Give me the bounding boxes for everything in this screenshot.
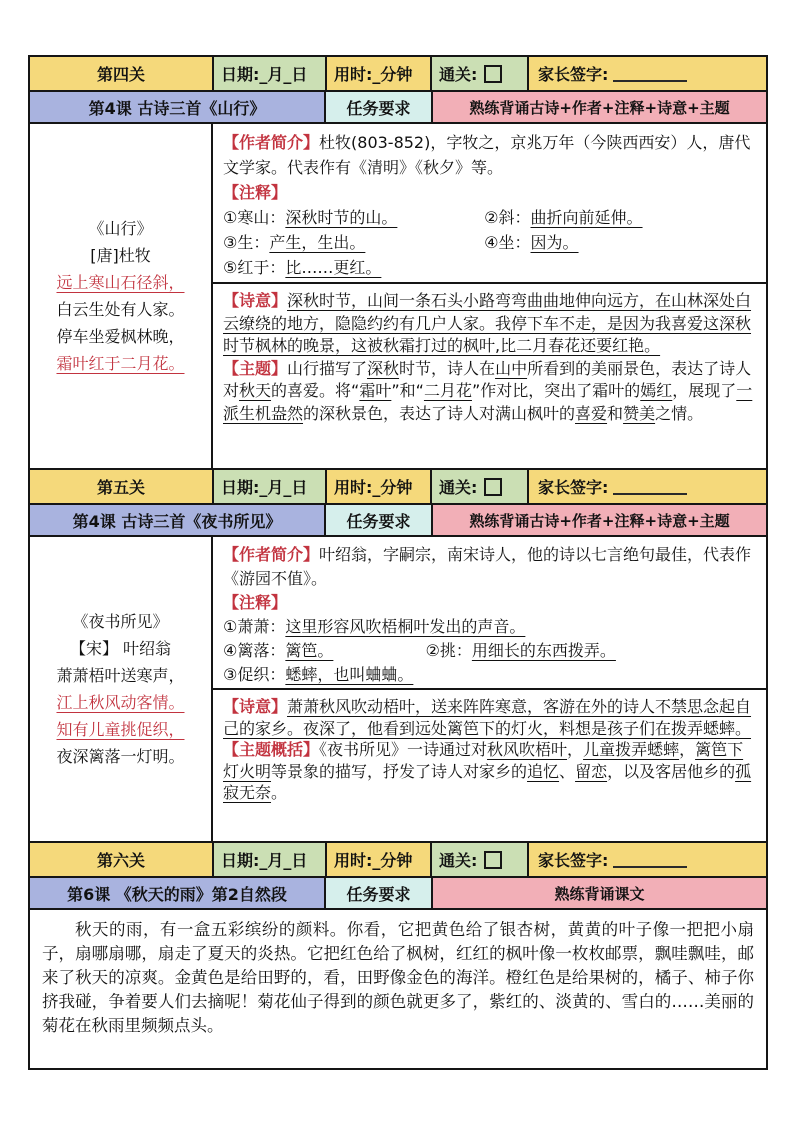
worksheet-table bbox=[28, 55, 768, 1070]
level-header-row-4 bbox=[30, 57, 766, 92]
level-header-row-6 bbox=[30, 843, 766, 878]
text-segment: 深秋 bbox=[367, 358, 400, 378]
task-requirement: 熟练背诵古诗+作者+注释+诗意+主题 bbox=[469, 98, 730, 117]
poem-yeshusuojian bbox=[30, 537, 213, 841]
pass-label: 通关: bbox=[439, 478, 478, 497]
poem-info-column bbox=[213, 124, 766, 468]
level-title-cell bbox=[30, 57, 214, 90]
note-term: ③促织： bbox=[223, 665, 286, 684]
pass-cell bbox=[432, 843, 529, 876]
signature-cell bbox=[529, 57, 766, 90]
task-label-cell bbox=[326, 92, 433, 122]
note-term: ④篱落： bbox=[223, 641, 286, 660]
level-title: 第四关 bbox=[96, 65, 145, 84]
text-segment: 秋风吹梧叶 bbox=[487, 740, 568, 759]
date-label: 日期:_月_日 bbox=[221, 65, 308, 84]
note-entry bbox=[223, 639, 426, 663]
author-notes-box bbox=[213, 537, 766, 690]
note-definition: 这里形容风吹梧桐叶发出的声音。 bbox=[285, 617, 526, 636]
text-segment: ”作对比，突出了霜叶的 bbox=[471, 381, 641, 400]
poem-line: 【宋】 叶绍翁 bbox=[69, 639, 172, 658]
note-definition: 因为。 bbox=[530, 233, 579, 252]
task-label-cell bbox=[326, 878, 433, 908]
text-segment: 、 bbox=[559, 761, 576, 781]
note-term: ②挑： bbox=[425, 641, 472, 660]
note-definition: 产生，生出。 bbox=[269, 233, 366, 252]
poem-line: 《山行》 bbox=[88, 219, 153, 238]
text-segment: 。 bbox=[271, 783, 288, 802]
signature-blank[interactable] bbox=[613, 478, 687, 495]
text-segment: 儿童拨弄蟋蟀 bbox=[583, 740, 680, 759]
text-segment: 【主题概括】 bbox=[223, 740, 320, 759]
poem-line: 江上秋风动客情。 bbox=[56, 693, 185, 712]
text-segment: 留恋 bbox=[575, 761, 608, 781]
passage-row bbox=[30, 910, 766, 1068]
notes-list bbox=[223, 205, 756, 280]
signature-cell bbox=[529, 470, 766, 503]
poem-line: 《夜书所见》 bbox=[72, 612, 169, 631]
author-intro bbox=[223, 543, 756, 591]
date-cell bbox=[214, 843, 327, 876]
level-title: 第六关 bbox=[96, 851, 145, 870]
text-segment: 【注释】 bbox=[223, 593, 288, 612]
text-segment: 【注释】 bbox=[223, 183, 288, 202]
pass-cell bbox=[432, 470, 529, 503]
task-label-cell bbox=[326, 505, 433, 535]
time-cell bbox=[327, 470, 432, 503]
text-segment: 【主题】 bbox=[223, 358, 288, 378]
text-segment: 时节，诗人在 bbox=[399, 358, 496, 378]
time-cell bbox=[327, 57, 432, 90]
text-segment: 叶绍翁，字嗣宗，南宋诗人，他的诗以七言绝句最佳，代表作《游园不值》。 bbox=[223, 545, 752, 588]
note-row bbox=[223, 663, 756, 687]
notes-list bbox=[223, 615, 756, 687]
note-term: ⑤红于： bbox=[223, 258, 286, 277]
pass-checkbox[interactable] bbox=[484, 851, 502, 869]
course-header-row-5 bbox=[30, 505, 766, 537]
pass-checkbox[interactable] bbox=[484, 478, 502, 496]
text-segment: 秋天 bbox=[239, 381, 272, 400]
note-row bbox=[223, 255, 756, 280]
note-entry bbox=[223, 663, 413, 687]
text-segment: 山行描写了 bbox=[287, 358, 368, 378]
text-segment: 深秋时节，山间一条石头小路弯弯曲曲地伸向远方，在山林深处白云缭绕的地方，隐隐约约有几户人家。我停下车不走，是因为我喜爱这深秋时节枫林的晚景，这被秋霜打过的枫叶,比二月春花还要红艳。 bbox=[223, 291, 752, 355]
date-cell bbox=[214, 57, 327, 90]
text-segment: 赞美 bbox=[623, 403, 656, 423]
task-requirement-cell bbox=[433, 505, 766, 535]
poem-line: [唐]杜牧 bbox=[90, 246, 151, 265]
note-term: ④坐： bbox=[484, 233, 531, 252]
course-header-row-6 bbox=[30, 878, 766, 910]
note-definition: 用细长的东西拨弄。 bbox=[471, 641, 616, 660]
text-segment: 之情。 bbox=[655, 403, 704, 423]
text-segment: 喜爱 bbox=[575, 403, 608, 423]
poem-meaning bbox=[223, 290, 756, 358]
poem-line: 夜深篱落一灯明。 bbox=[56, 747, 185, 766]
course-title: 第4课 古诗三首《山行》 bbox=[88, 98, 266, 118]
text-segment: 等景象的描写，抒发了诗人对家乡的 bbox=[271, 761, 528, 781]
level-title-cell bbox=[30, 843, 214, 876]
text-segment: 嫣红 bbox=[640, 381, 673, 400]
text-segment: 二月花 bbox=[423, 381, 472, 400]
task-requirement-cell bbox=[433, 878, 766, 908]
text-segment: 【诗意】 bbox=[223, 697, 288, 716]
course-header-row-4 bbox=[30, 92, 766, 124]
date-cell bbox=[214, 470, 327, 503]
text-segment: ”和“ bbox=[391, 381, 424, 400]
note-row bbox=[223, 230, 756, 255]
note-definition: 蟋蟀，也叫蛐蛐。 bbox=[285, 665, 414, 684]
task-requirement: 熟练背诵古诗+作者+注释+诗意+主题 bbox=[469, 511, 730, 530]
task-label: 任务要求 bbox=[346, 511, 411, 531]
note-entry bbox=[223, 255, 381, 280]
level-title: 第五关 bbox=[96, 478, 145, 497]
pass-cell bbox=[432, 57, 529, 90]
poem-theme bbox=[223, 358, 756, 426]
note-term: ①寒山： bbox=[223, 208, 286, 227]
notes-heading bbox=[223, 591, 756, 615]
course-title: 第6课 《秋天的雨》第2自然段 bbox=[67, 884, 287, 904]
text-segment: 追忆 bbox=[527, 761, 560, 781]
pass-label: 通关: bbox=[439, 851, 478, 870]
text-segment: ，展现了 bbox=[672, 381, 737, 400]
note-definition: 篱笆。 bbox=[285, 641, 334, 660]
poem-shanxing bbox=[30, 124, 213, 468]
content-row-shanxing bbox=[30, 124, 766, 470]
note-definition: 曲折向前延伸。 bbox=[530, 208, 643, 227]
poem-line: 知有儿童挑促织， bbox=[56, 720, 185, 739]
date-label: 日期:_月_日 bbox=[221, 478, 308, 497]
note-entry bbox=[223, 205, 484, 230]
time-cell bbox=[327, 843, 432, 876]
note-entry bbox=[484, 205, 642, 230]
content-row-yeshusuojian bbox=[30, 537, 766, 843]
text-segment: 的深秋景色，表达了诗人对满山枫叶的 bbox=[303, 403, 576, 423]
text-segment: 《夜书所见》一诗通过对 bbox=[319, 740, 488, 759]
passage-text: 秋天的雨，有一盒五彩缤纷的颜料。你看，它把黄色给了银杏树，黄黄的叶子像一把把小扇子，扇哪扇哪，扇走了夏天的炎热。它把红色给了枫树，红红的枫叶像一枚枚邮票，飘哇飘哇，邮来了秋天的凉爽。金黄色是给田野的，看，田野像金色的海洋。橙红色是给果树的，橘子、柿子你挤我碰，争着要人们去摘呢！菊花仙子得到的颜色就更多了，紫红的、淡黄的、雪白的……美丽的菊花在秋雨里频频点头。 bbox=[42, 920, 754, 1035]
note-definition: 比……更红。 bbox=[285, 258, 382, 277]
note-row bbox=[223, 615, 756, 639]
note-row bbox=[223, 205, 756, 230]
pass-label: 通关: bbox=[439, 65, 478, 84]
course-title-cell bbox=[30, 92, 326, 122]
note-term: ③生： bbox=[223, 233, 270, 252]
poem-line: 萧萧梧叶送寒声， bbox=[56, 666, 185, 685]
poem-meaning bbox=[223, 696, 756, 739]
course-title-cell bbox=[30, 505, 326, 535]
poem-info-column bbox=[213, 537, 766, 841]
time-label: 用时:_分钟 bbox=[334, 478, 413, 497]
text-segment: ， bbox=[567, 740, 584, 759]
poem-theme bbox=[223, 739, 756, 804]
text-segment: ，以及客居他乡的 bbox=[607, 761, 736, 781]
level-header-row-5 bbox=[30, 470, 766, 505]
note-row bbox=[223, 639, 756, 663]
poem-line: 远上寒山石径斜， bbox=[56, 273, 185, 292]
course-title: 第4课 古诗三首《夜书所见》 bbox=[72, 511, 282, 531]
task-label: 任务要求 bbox=[346, 884, 411, 904]
note-term: ①萧萧： bbox=[223, 617, 286, 636]
text-segment: 山中 bbox=[495, 358, 528, 378]
author-notes-box bbox=[213, 124, 766, 284]
text-segment: 霜叶 bbox=[359, 381, 392, 400]
task-requirement-cell bbox=[433, 92, 766, 122]
signature-cell bbox=[529, 843, 766, 876]
course-title-cell bbox=[30, 878, 326, 908]
signature-blank[interactable] bbox=[613, 65, 687, 82]
text-segment: 的喜爱。将“ bbox=[271, 381, 360, 400]
poem-line: 停车坐爱枫林晚， bbox=[56, 327, 185, 346]
text-segment: 萧萧秋风吹动梧叶，送来阵阵寒意，客游在外的诗人不禁思念起自己的家乡。夜深了，他看到远处篱笆下的灯火，料想是孩子们在拨弄蟋蟀。 bbox=[223, 697, 752, 738]
time-label: 用时:_分钟 bbox=[334, 65, 413, 84]
text-segment: ， bbox=[679, 740, 696, 759]
author-intro bbox=[223, 130, 756, 180]
meaning-theme-box bbox=[213, 690, 766, 841]
text-segment: 【作者简介】 bbox=[223, 545, 320, 564]
signature-label: 家长签字: bbox=[538, 478, 609, 497]
task-requirement: 熟练背诵课文 bbox=[554, 884, 645, 903]
poem-line: 霜叶红于二月花。 bbox=[56, 354, 185, 373]
text-segment: 所看到的美丽景色，表达了诗人对 bbox=[223, 358, 752, 400]
meaning-theme-box bbox=[213, 284, 766, 468]
text-segment: 和 bbox=[607, 403, 624, 423]
text-segment: 一派生机盎然 bbox=[223, 381, 753, 423]
text-segment: 杜牧(803-852)，字牧之，京兆万年（今陕西西安）人，唐代文学家。代表作有《清明》《秋夕》等。 bbox=[223, 133, 751, 177]
text-segment: 【诗意】 bbox=[223, 291, 288, 310]
text-segment: 【作者简介】 bbox=[223, 133, 320, 152]
time-label: 用时:_分钟 bbox=[334, 851, 413, 870]
date-label: 日期:_月_日 bbox=[221, 851, 308, 870]
pass-checkbox[interactable] bbox=[484, 65, 502, 83]
notes-heading bbox=[223, 180, 756, 205]
note-definition: 深秋时节的山。 bbox=[285, 208, 398, 227]
passage-cell bbox=[30, 910, 766, 1068]
task-label: 任务要求 bbox=[346, 98, 411, 118]
note-entry bbox=[426, 639, 616, 663]
text-segment: 篱笆下灯火明 bbox=[223, 740, 744, 781]
poem-line: 白云生处有人家。 bbox=[56, 300, 185, 319]
note-term: ②斜： bbox=[484, 208, 531, 227]
note-entry bbox=[484, 230, 578, 255]
note-entry bbox=[223, 615, 525, 639]
signature-label: 家长签字: bbox=[538, 851, 609, 870]
text-segment: 孤寂无奈 bbox=[223, 761, 752, 802]
signature-label: 家长签字: bbox=[538, 65, 609, 84]
signature-blank[interactable] bbox=[613, 851, 687, 868]
level-title-cell bbox=[30, 470, 214, 503]
note-entry bbox=[223, 230, 484, 255]
